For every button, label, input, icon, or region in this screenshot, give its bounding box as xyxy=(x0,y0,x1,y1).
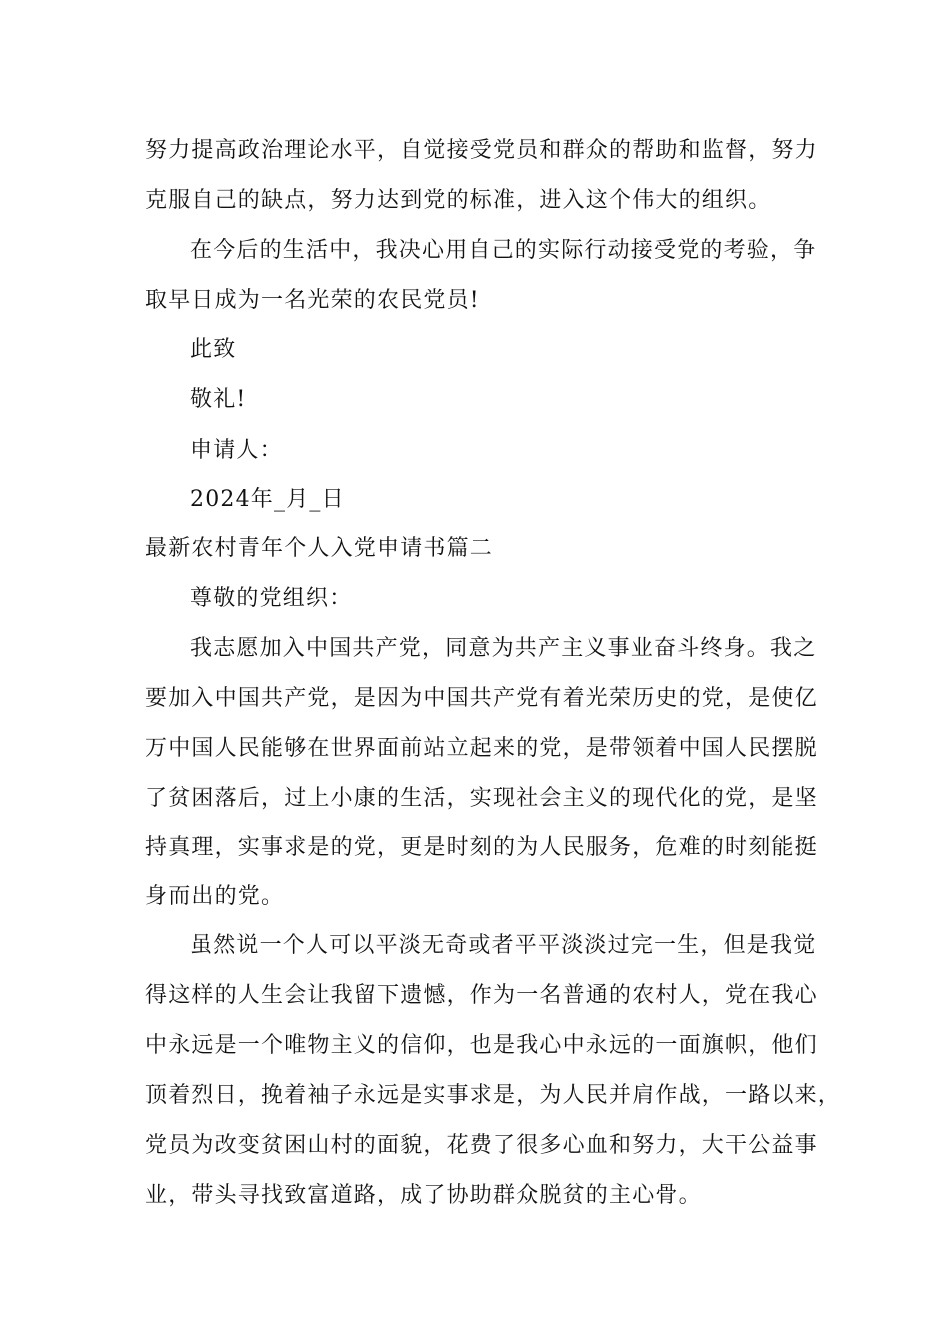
greeting-line: 尊敬的党组织： xyxy=(190,586,353,611)
paragraph-line: 万中国人民能够在世界面前站立起来的党，是带领着中国人民摆脱 xyxy=(145,736,818,761)
paragraph-line: 得这样的人生会让我留下遗憾，作为一名普通的农村人，党在我心 xyxy=(145,983,818,1008)
paragraph-line: 持真理，实事求是的党，更是时刻的为人民服务，危难的时刻能挺 xyxy=(145,835,818,860)
paragraph-line: 克服自己的缺点，努力达到党的标准，进入这个伟大的组织。 xyxy=(145,188,772,213)
closing-regards: 敬礼! xyxy=(190,387,247,412)
section-title: 最新农村青年个人入党申请书篇二 xyxy=(145,536,494,561)
paragraph-line: 在今后的生活中，我决心用自己的实际行动接受党的考验，争 xyxy=(190,238,817,263)
paragraph-line: 取早日成为一名光荣的农民党员! xyxy=(145,288,480,313)
paragraph-line: 身而出的党。 xyxy=(145,884,285,909)
paragraph-line: 了贫困落后，过上小康的生活，实现社会主义的现代化的党，是坚 xyxy=(145,786,818,811)
paragraph-line: 业，带头寻找致富道路，成了协助群众脱贫的主心骨。 xyxy=(145,1183,702,1208)
paragraph-line: 要加入中国共产党，是因为中国共产党有着光荣历史的党，是使亿 xyxy=(145,686,818,711)
applicant-label: 申请人： xyxy=(190,438,283,463)
date-line: 2024年_月_日 xyxy=(190,487,345,512)
paragraph-line: 顶着烈日，挽着袖子永远是实事求是，为人民并肩作战，一路以来， xyxy=(145,1083,842,1108)
paragraph-line: 努力提高政治理论水平，自觉接受党员和群众的帮助和监督，努力 xyxy=(145,138,818,163)
closing-salutation: 此致 xyxy=(190,337,237,362)
paragraph-line: 中永远是一个唯物主义的信仰，也是我心中永远的一面旗帜，他们 xyxy=(145,1033,818,1058)
paragraph-line: 我志愿加入中国共产党，同意为共产主义事业奋斗终身。我之 xyxy=(190,636,817,661)
paragraph-line: 虽然说一个人可以平淡无奇或者平平淡淡过完一生，但是我觉 xyxy=(190,933,817,958)
paragraph-line: 党员为改变贫困山村的面貌，花费了很多心血和努力，大干公益事 xyxy=(145,1133,818,1158)
